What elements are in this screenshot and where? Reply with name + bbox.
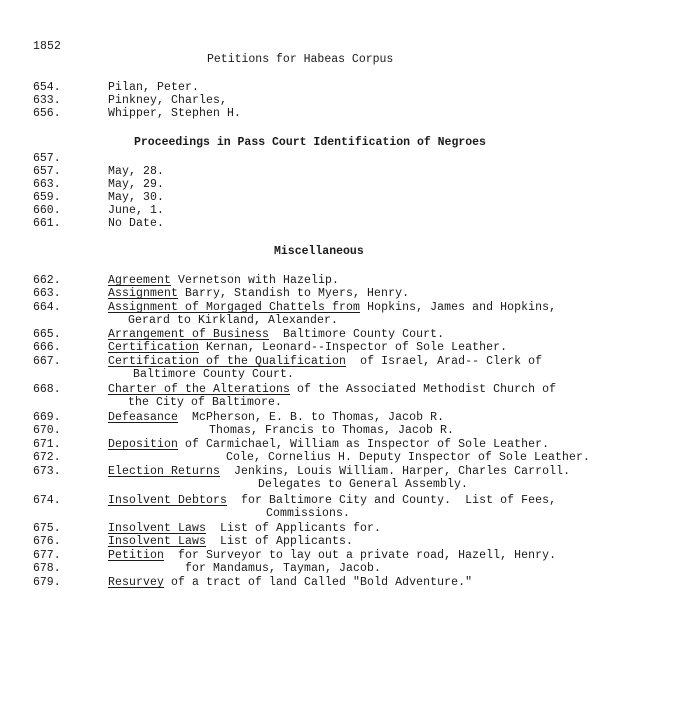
entry-continuation: Baltimore County Court. [133,368,295,381]
entry-detail: of Carmichael, William as Inspector of Sole Leather. [185,438,550,451]
entry-number: 679. [33,576,61,589]
entry-number: 666. [33,341,61,354]
entry-number: 657. [33,152,61,165]
habeas-heading: Petitions for Habeas Corpus [207,53,394,66]
entry-title: Insolvent Laws [108,535,207,548]
entry-title: Assignment of Morgaged Chattels from [108,301,361,314]
entry-number: 664. [33,301,61,314]
entry-number: 678. [33,562,61,575]
entry-detail: Barry, Standish to Myers, Henry. [185,287,410,300]
entry-text: May, 28. [108,165,165,178]
entry-title: Insolvent Debtors [108,494,228,507]
entry-title: Resurvey [108,576,165,589]
entry-line [108,341,507,354]
entry-title: Arrangement of Business [108,328,270,341]
entry-number: 663. [33,287,61,300]
entry-continuation: Delegates to General Assembly. [258,478,469,491]
entry-line [108,494,556,507]
entry-text: May, 30. [108,191,165,204]
entry-detail: List of Applicants for. [220,522,382,535]
entry-text: Pinkney, Charles, [108,94,228,107]
entry-text: Pilan, Peter. [108,81,200,94]
negroes-heading: Proceedings in Pass Court Identification of Negroes [134,136,486,149]
entry-number: 633. [33,94,61,107]
entry-line [108,274,339,287]
entry-detail: for Surveyor to lay out a private road, Hazell, Henry. [178,549,557,562]
entry-title: Defeasance [108,411,179,424]
entry-title: Assignment [108,287,179,300]
entry-line [108,411,444,424]
entry-detail: Jenkins, Louis William. Harper, Charles Carroll. [234,465,571,478]
entry-line [108,301,556,314]
entry-detail: Kernan, Leonard--Inspector of Sole Leather. [206,341,508,354]
entry-line [108,287,409,300]
entry-number: 673. [33,465,61,478]
misc-heading: Miscellaneous [274,245,364,258]
entry-detail: Baltimore County Court. [283,328,445,341]
entry-detail: Hopkins, James and Hopkins, [367,301,557,314]
entry-detail: of a tract of land Called "Bold Adventure." [171,576,473,589]
entry-detail: of Israel, Arad-- Clerk of [360,355,543,368]
entry-number: 669. [33,411,61,424]
entry-detail: McPherson, E. B. to Thomas, Jacob R. [192,411,445,424]
entry-title: Deposition [108,438,179,451]
entry-number: 676. [33,535,61,548]
entry-number: 675. [33,522,61,535]
entry-detail: Thomas, Francis to Thomas, Jacob R. [209,424,455,437]
entry-detail: for Mandamus, Tayman, Jacob. [185,562,382,575]
entry-number: 677. [33,549,61,562]
page-number: 1852 [33,40,62,53]
entry-line [108,438,549,451]
entry-number: 671. [33,438,61,451]
entry-line [108,549,556,562]
entry-number: 657. [33,165,61,178]
entry-number: 672. [33,451,61,464]
entry-number: 656. [33,107,61,120]
entry-line [108,328,444,341]
entry-number: 663. [33,178,61,191]
entry-number: 667. [33,355,61,368]
entry-text: May, 29. [108,178,165,191]
entry-number: 662. [33,274,61,287]
entry-number: 668. [33,383,61,396]
entry-line [108,522,381,535]
entry-title: Certification [108,341,200,354]
entry-number: 660. [33,204,61,217]
entry-title: Insolvent Laws [108,522,207,535]
entry-title: Certification of the Qualification [108,355,347,368]
entry-number: 670. [33,424,61,437]
entry-line [108,355,542,368]
entry-text: Whipper, Stephen H. [108,107,242,120]
entry-continuation: Commissions. [266,507,351,520]
entry-detail: List of Applicants. [220,535,354,548]
entry-detail: Cole, Cornelius H. Deputy Inspector of Sole Leather. [226,451,591,464]
entry-continuation: Gerard to Kirkland, Alexander. [128,314,339,327]
entry-number: 659. [33,191,61,204]
entry-title: Election Returns [108,465,221,478]
entry-detail: Vernetson with Hazelip. [178,274,340,287]
entry-number: 665. [33,328,61,341]
entry-line [108,535,353,548]
entry-title: Charter of the Alterations [108,383,291,396]
entry-line [108,465,570,478]
entry-title: Petition [108,549,165,562]
entry-number: 674. [33,494,61,507]
entry-text: No Date. [108,217,165,230]
entry-continuation: the City of Baltimore. [128,396,283,409]
entry-line [108,383,556,396]
entry-title: Agreement [108,274,172,287]
entry-detail: for Baltimore City and County. List of Fees, [241,494,557,507]
entry-line [108,576,472,589]
entry-number: 661. [33,217,61,230]
entry-detail: of the Associated Methodist Church of [297,383,557,396]
entry-number: 654. [33,81,61,94]
entry-text: June, 1. [108,204,165,217]
